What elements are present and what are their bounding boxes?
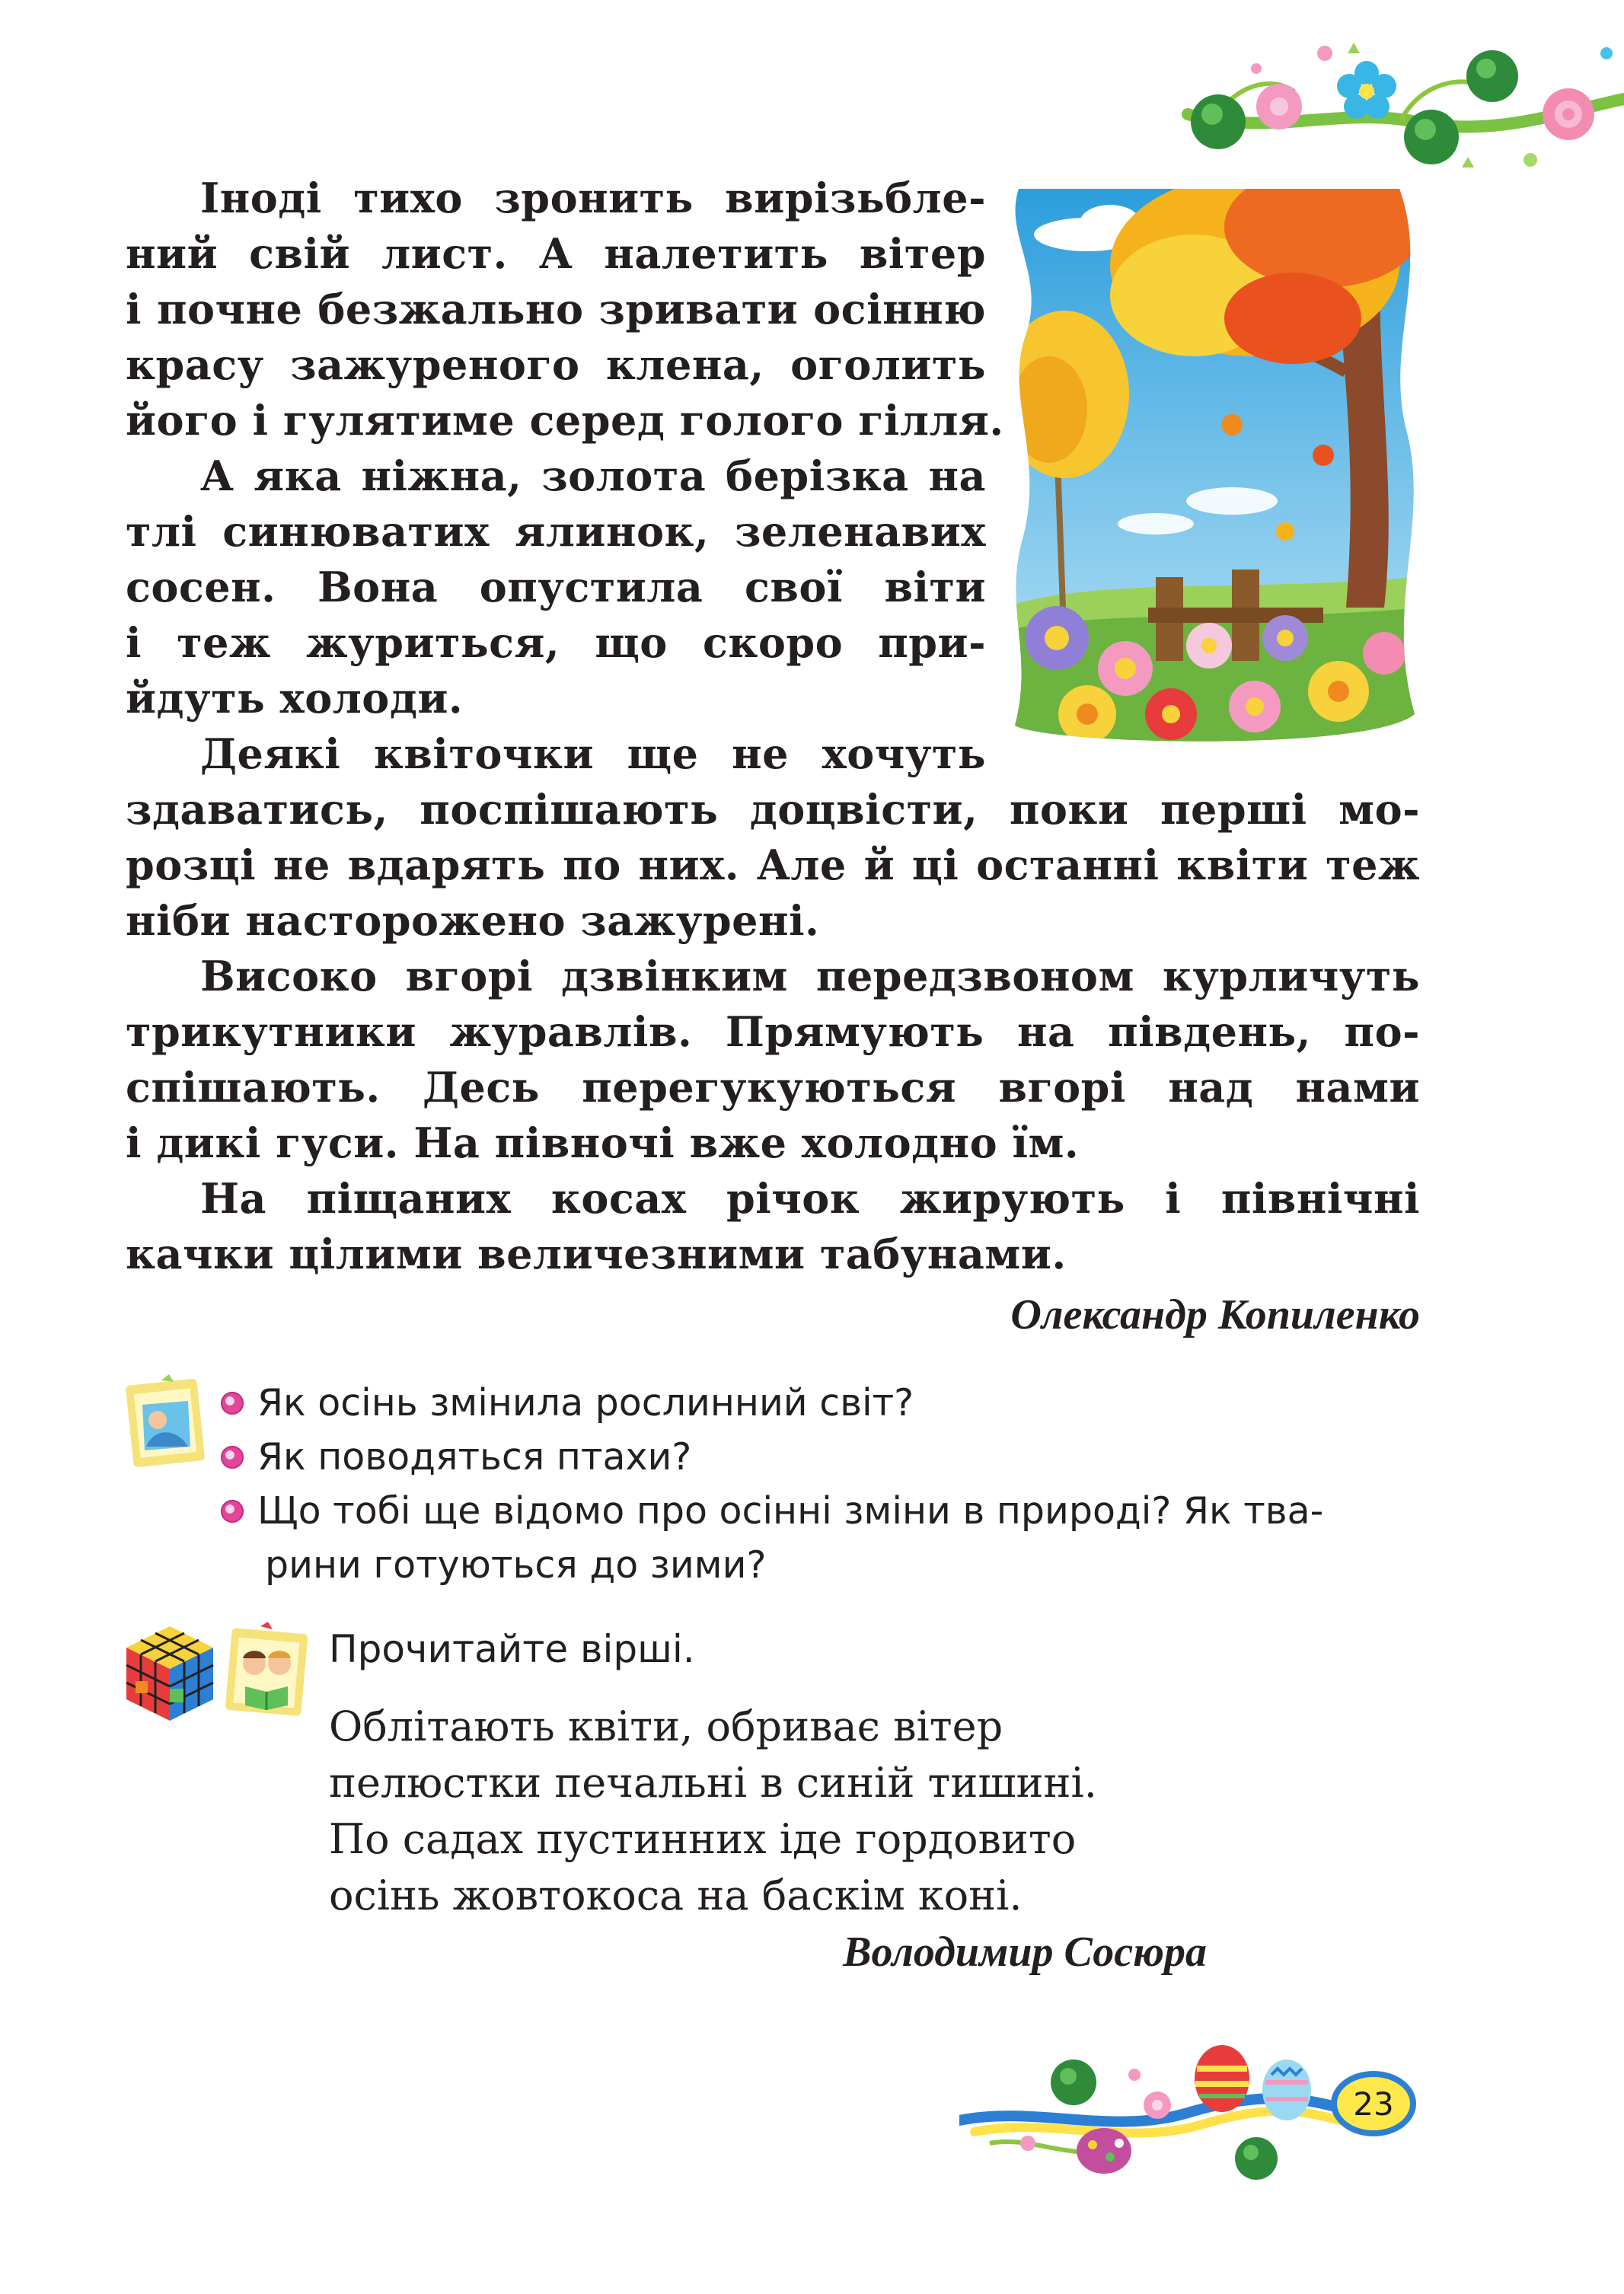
story-line: здаватись, поспішають доцвісти, поки перші мо- [126,785,1420,834]
story-line: Іноді тихо зронить вирізьбле- [200,174,986,222]
question-item [221,1430,1323,1484]
story-line: Високо вгорі дзвінким передзвоном курличуть [200,952,1420,1000]
story-line: качки цілими величезними табунами. [126,1230,1067,1278]
story-author: Олександр Копиленко [1010,1291,1420,1338]
story-line: сосен. Вона опустила свої віти [126,563,986,611]
poem-line: пелюстки печальні в синій тишині. [329,1759,1097,1807]
question-item [221,1376,1323,1430]
question-text: рини готуються до зими? [265,1543,767,1587]
question-text: Як поводяться птахи? [257,1435,692,1479]
story-line: його і гулятиме серед голого гілля. [126,396,1004,445]
story-text-wide [126,782,1420,1282]
story-line: А яка ніжна, золота берізка на [200,451,986,500]
story-line: На піщаних косах річок жирують і північні [200,1174,1420,1223]
poem-line: Облітають квіти, обриває вітер [329,1702,1003,1750]
story-line: ний свій лист. А налетить вітер [126,229,986,278]
book-sticker-icon [123,1374,207,1469]
story-line: трикутники журавлів. Прямують на південь, по- [126,1007,1420,1056]
question-item-continued [221,1538,1323,1592]
rubiks-cube-icon [120,1620,219,1727]
bullet-icon [221,1500,244,1523]
question-item [221,1484,1323,1538]
questions-list [221,1376,1323,1592]
story-line: ніби насторожено зажурені. [126,896,820,945]
story-line: і теж журиться, що скоро при- [126,618,986,667]
story-line: тлі синюватих ялинок, зеленавих [126,507,986,556]
page-number: 23 [1331,2071,1416,2136]
poem-line: осінь жовтокоса на баскім коні. [329,1871,1023,1919]
story-line: і почне безжально зривати осінню [126,285,986,333]
story-line: красу зажуреного клена, оголить [126,340,986,389]
story-line: розці не вдарять по них. Але й ці останні квіти теж [126,841,1420,889]
reading-children-icon [222,1622,312,1719]
question-text: Як осінь змінила рослинний світ? [257,1381,914,1425]
bullet-icon [221,1392,244,1415]
poem-line: По садах пустинних іде гордовито [329,1815,1077,1863]
question-text: Що тобі ще відомо про осінні зміни в природі? Як тва- [257,1489,1324,1533]
poem-author: Володимир Сосюра [843,1929,1207,1976]
story-line: йдуть холоди. [126,674,464,723]
autumn-tree-illustration [1003,181,1418,748]
bullet-icon [221,1446,244,1469]
easter-eggs-vine-decoration [959,2029,1355,2181]
floral-vine-decoration [1173,23,1624,175]
task-instruction: Прочитайте вірші. [329,1627,695,1671]
story-line: Деякі квіточки ще не хочуть [200,729,986,778]
story-line: спішають. Десь перегукуються вгорі над нами [126,1063,1420,1112]
poem [329,1699,1097,1924]
story-line: і дикі гуси. На півночі вже холодно їм. [126,1118,1080,1167]
story-text [126,171,1004,782]
